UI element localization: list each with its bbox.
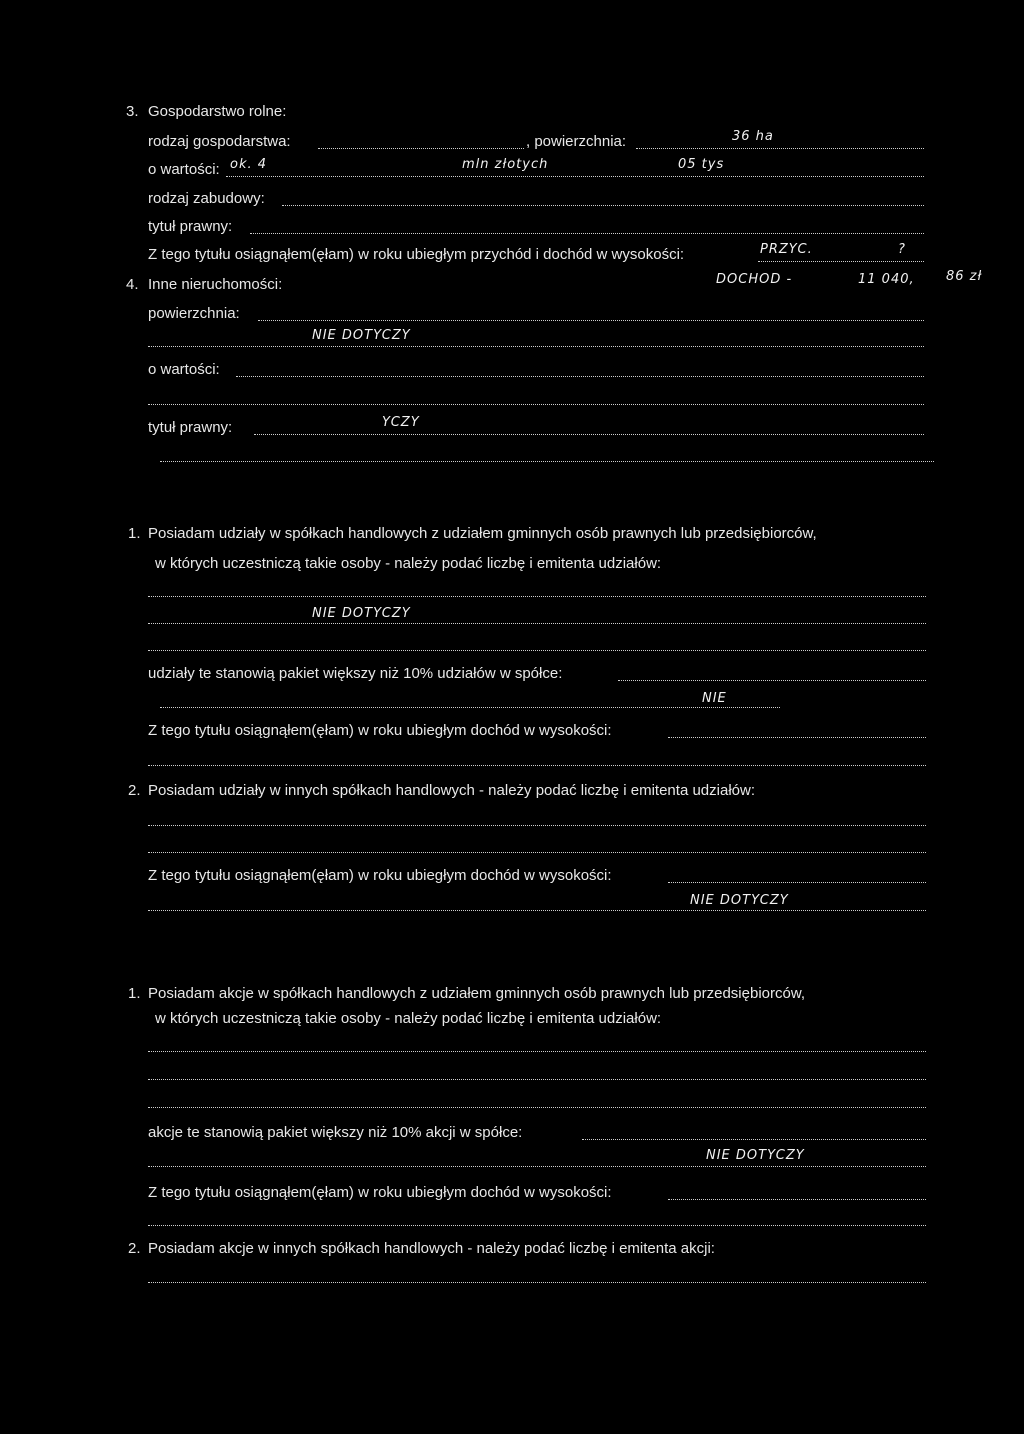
fill-line [148, 1051, 926, 1052]
field-label: Z tego tytułu osiągnąłem(ęłam) w roku ubiegłym dochód w wysokości: [148, 867, 612, 884]
item-number: 1. [128, 525, 141, 542]
fill-line [258, 320, 924, 321]
item-number: 2. [128, 1240, 141, 1257]
handwritten-value: NIE DOTYCZY [706, 1148, 805, 1163]
fill-line [668, 737, 926, 738]
fill-line [148, 825, 926, 826]
fill-line [668, 1199, 926, 1200]
field-label: powierzchnia: [148, 305, 240, 322]
section-title: Gospodarstwo rolne: [148, 103, 287, 120]
section-number: 4. [126, 276, 139, 293]
fill-line [254, 434, 924, 435]
handwritten-value: NIE DOTYCZY [312, 606, 411, 621]
field-label: tytuł prawny: [148, 419, 233, 436]
fill-line [148, 596, 926, 597]
fill-line [636, 148, 924, 149]
handwritten-value: NIE DOTYCZY [312, 328, 411, 343]
section-number: 3. [126, 103, 139, 120]
field-label: Z tego tytułu osiągnąłem(ęłam) w roku ubiegłym przychód i dochód w wysokości: [148, 246, 685, 263]
fill-line [582, 1139, 926, 1140]
fill-line [618, 680, 926, 681]
fill-line [148, 1107, 926, 1108]
fill-line [148, 346, 924, 347]
fill-line [148, 1166, 926, 1167]
field-label: udziały te stanowią pakiet większy niż 10% udziałów w spółce: [148, 665, 563, 682]
fill-line [160, 461, 934, 462]
field-label: Z tego tytułu osiągnąłem(ęłam) w roku ubiegłym dochód w wysokości: [148, 1184, 612, 1201]
handwritten-value: PRZYC. [760, 242, 813, 257]
fill-line [148, 910, 926, 911]
handwritten-value: NIE DOTYCZY [690, 893, 789, 908]
handwritten-value: DOCHOD - [716, 272, 793, 287]
fill-line [148, 1225, 926, 1226]
fill-line [148, 623, 926, 624]
field-label: rodzaj zabudowy: [148, 190, 265, 207]
handwritten-value: ? [898, 242, 906, 257]
fill-line [758, 261, 924, 262]
field-label: , powierzchnia: [526, 133, 627, 150]
item-text: w których uczestniczą takie osoby - należy podać liczbę i emitenta udziałów: [155, 1010, 662, 1027]
handwritten-value: NIE [702, 691, 727, 706]
item-text: Posiadam akcje w spółkach handlowych z udziałem gminnych osób prawnych lub przedsiębiorców, [148, 985, 806, 1002]
fill-line [668, 882, 926, 883]
item-text: w których uczestniczą takie osoby - należy podać liczbę i emitenta udziałów: [155, 555, 662, 572]
handwritten-value: ok. 4 [230, 157, 268, 172]
field-label: tytuł prawny: [148, 218, 233, 235]
item-number: 1. [128, 985, 141, 1002]
item-number: 2. [128, 782, 141, 799]
fill-line [148, 852, 926, 853]
fill-line [148, 1282, 926, 1283]
fill-line [282, 205, 924, 206]
handwritten-value: 05 tys [678, 157, 725, 172]
handwritten-value: 86 zł [946, 269, 983, 284]
fill-line [250, 233, 924, 234]
handwritten-value: YCZY [382, 415, 420, 430]
fill-line [148, 1079, 926, 1080]
item-text: Posiadam akcje w innych spółkach handlowych - należy podać liczbę i emitenta akcji: [148, 1240, 715, 1257]
handwritten-value: mln złotych [462, 157, 549, 172]
item-text: Posiadam udziały w innych spółkach handlowych - należy podać liczbę i emitenta udziałów: [148, 782, 755, 799]
item-text: Posiadam udziały w spółkach handlowych z udziałem gminnych osób prawnych lub przedsiębiorców, [148, 525, 817, 542]
fill-line [148, 404, 924, 405]
field-label: o wartości: [148, 161, 220, 178]
field-label: Z tego tytułu osiągnąłem(ęłam) w roku ubiegłym dochód w wysokości: [148, 722, 612, 739]
field-label: akcje te stanowią pakiet większy niż 10% akcji w spółce: [148, 1124, 523, 1141]
fill-line [148, 765, 926, 766]
handwritten-value: 36 ha [732, 129, 774, 144]
fill-line [226, 176, 924, 177]
section-title: Inne nieruchomości: [148, 276, 283, 293]
fill-line [160, 707, 780, 708]
fill-line [318, 148, 524, 149]
field-label: o wartości: [148, 361, 220, 378]
fill-line [236, 376, 924, 377]
field-label: rodzaj gospodarstwa: [148, 133, 291, 150]
handwritten-value: 11 040, [858, 272, 915, 287]
fill-line [148, 650, 926, 651]
